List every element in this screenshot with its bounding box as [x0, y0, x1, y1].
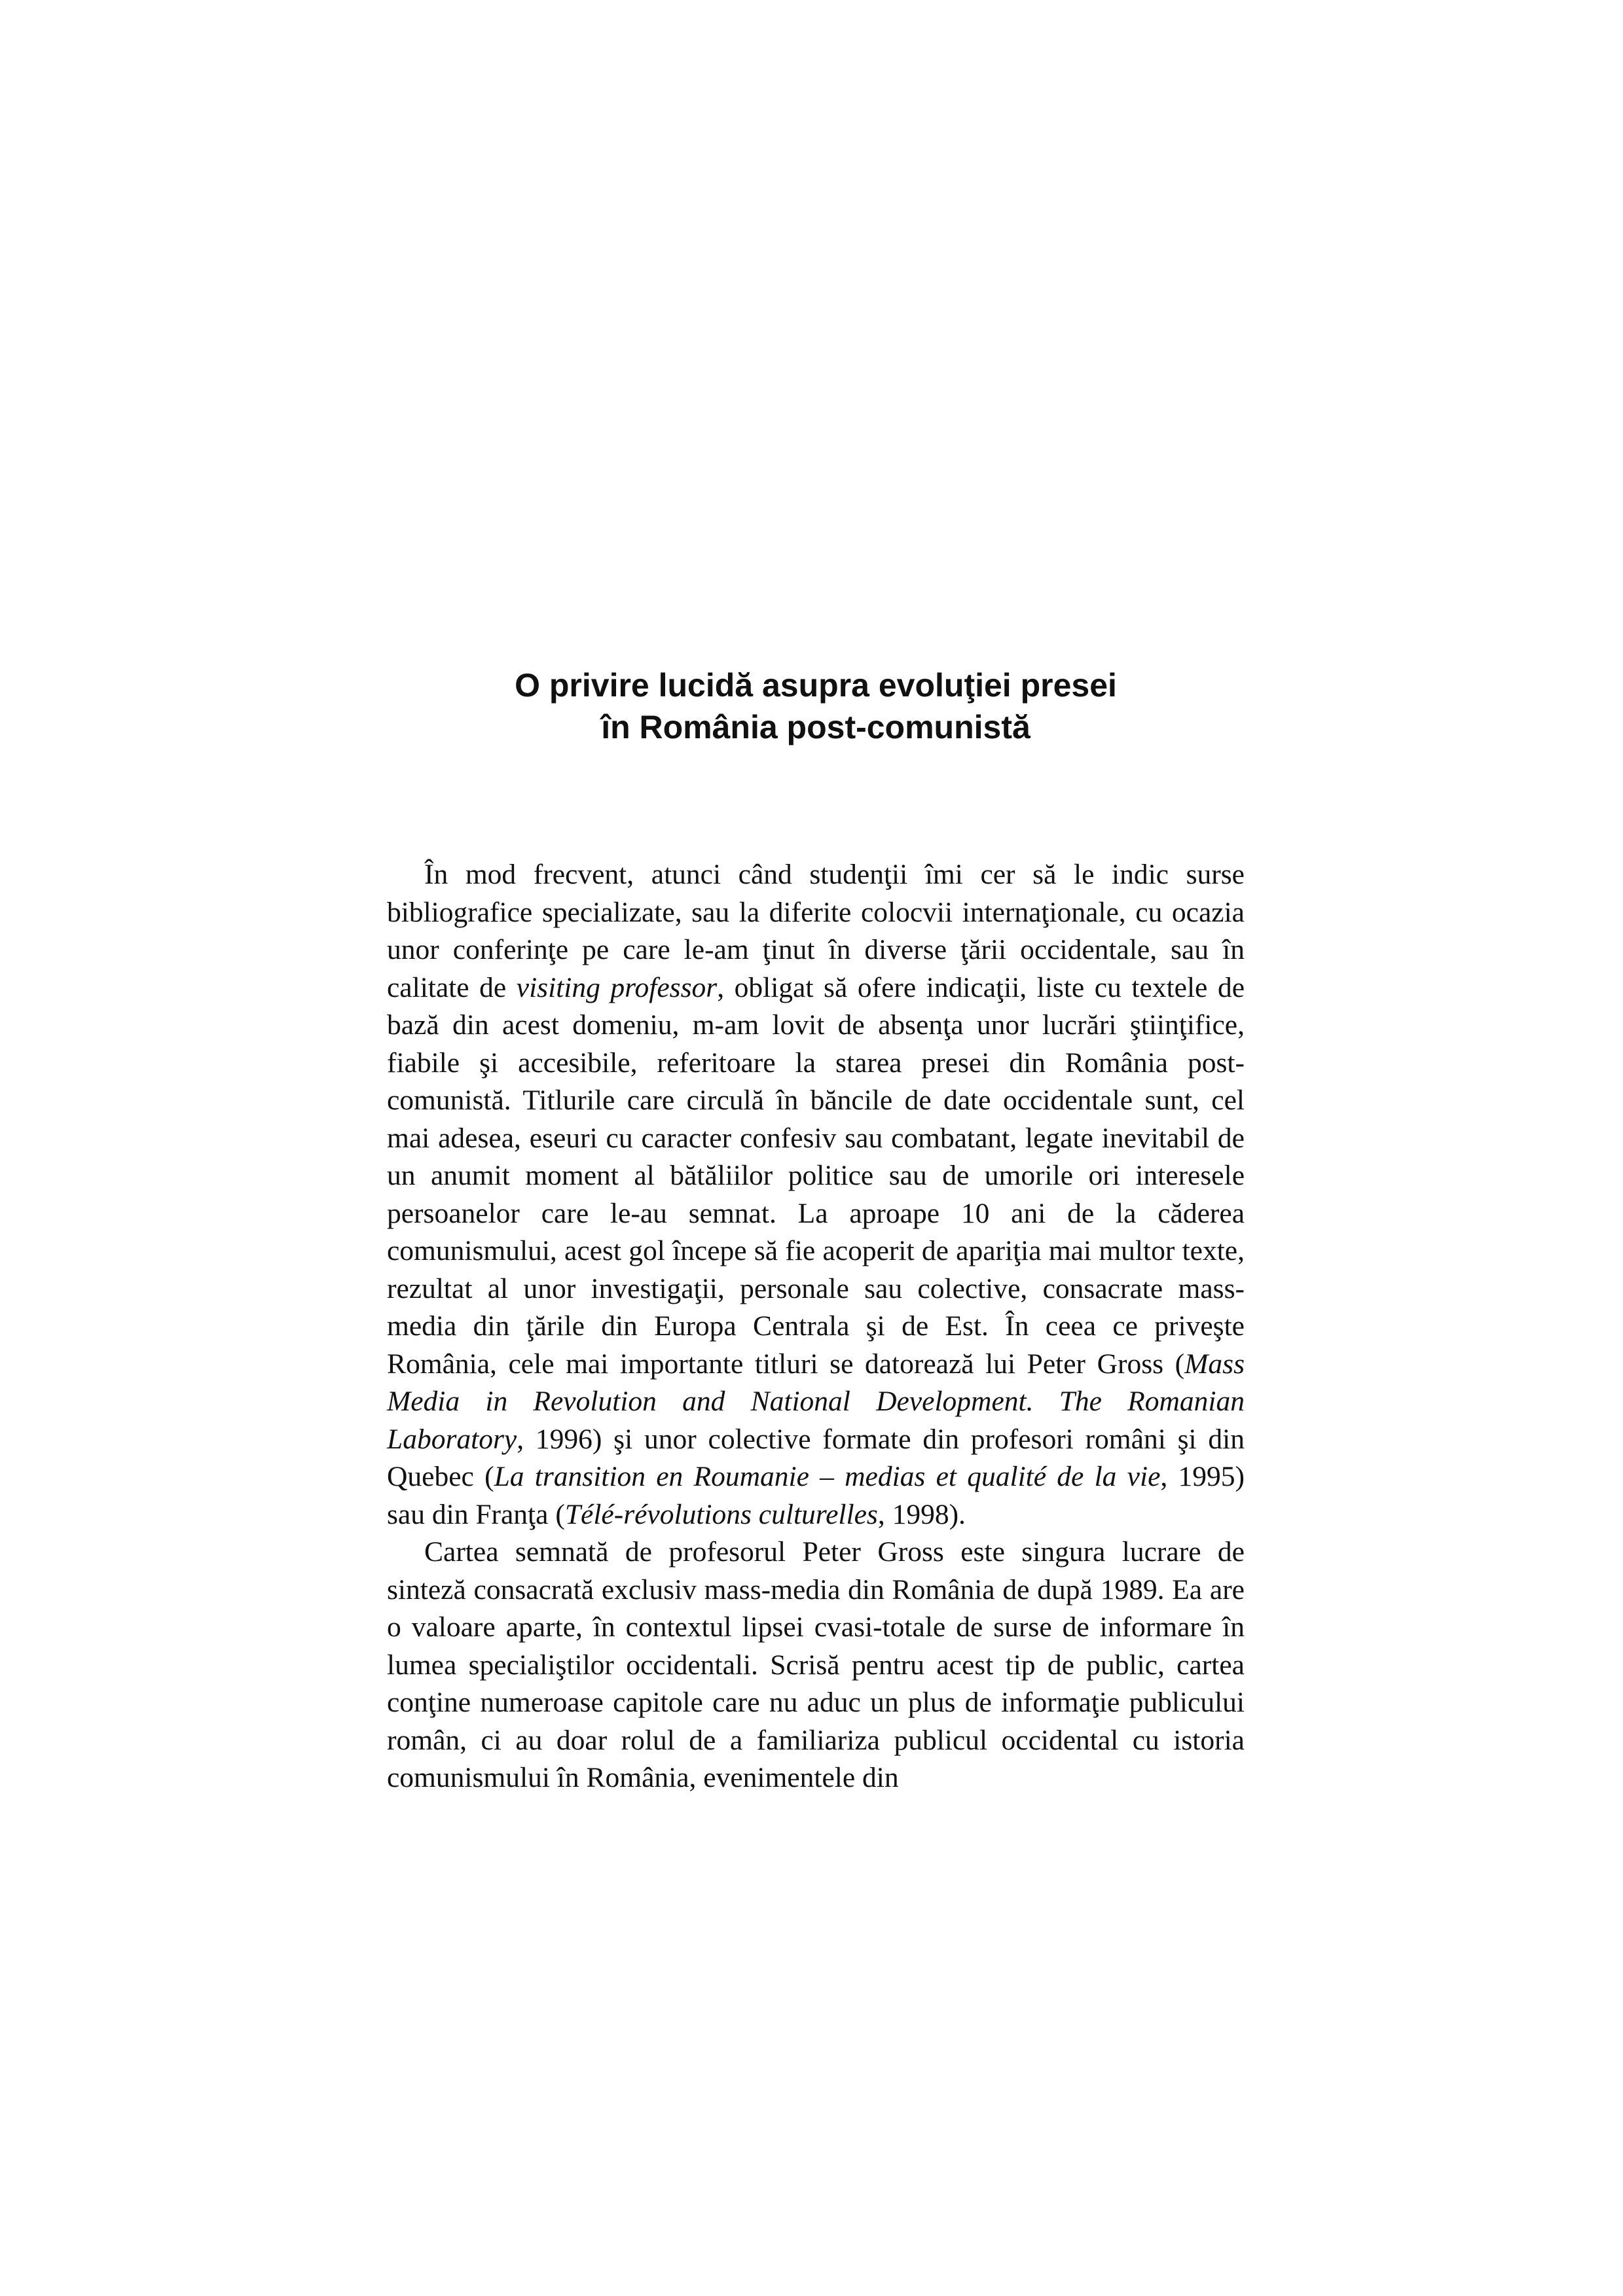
- paragraph-1-italic-book-title-quebec: La transition en Roumanie – medias et qualité de la vie: [494, 1461, 1161, 1492]
- paragraph-1-italic-visiting-professor: visiting professor: [516, 971, 718, 1003]
- article-title: [387, 664, 1245, 748]
- paragraph-1-text-2: , obligat să ofere indicaţii, liste cu textele de bază din acest domeniu, m-am lovit de absenţa unor lucrări ştiinţifice, fiabile şi accesibile, referitoare la starea presei din România post-comunistă. Titlurile care circulă în băncile de date occidentale sunt, cel mai adesea, eseuri cu caracter confesiv sau combatant, legate inevitabil de un anumit moment al bătăliilor politice sau de umorile ori interesele persoanelor care le-au semnat. La aproape 10 ani de la căderea comunismului, acest gol începe să fie acoperit de apariţia mai multor texte, rezultat al unor investigaţii, personale sau colective, consacrate mass-media din ţările din Europa Centrala şi de Est. În ceea ce priveşte România, cele mai importante titluri se datorează lui Peter Gross (: [387, 971, 1245, 1380]
- paragraph-1-italic-book-title-gross: Mass Media in Revolution and National Development. The Romanian Laboratory: [387, 1348, 1245, 1455]
- article-title-line-2: în România post-comunistă: [601, 709, 1030, 745]
- paragraph-1-text-5: , 1998).: [877, 1498, 966, 1530]
- paragraph-1: [387, 856, 1245, 1534]
- paragraph-1-text-3: , 1996) şi unor colective formate din profesori români şi din Quebec (: [387, 1423, 1245, 1492]
- paragraph-1-text-4: , 1995) sau din Franţa (: [387, 1461, 1245, 1530]
- paragraph-2: Cartea semnată de profesorul Peter Gross este singura lucrare de sinteză consacrată exclusiv mass-media din România de după 1989. Ea are o valoare aparte, în contextul lipsei cvasi-totale de surse de informare în lumea specialiştilor occidentali. Scrisă pentru acest tip de public, cartea conţine numeroase capitole care nu aduc un plus de informaţie publicului român, ci au doar rolul de a familiariza publicul occidental cu istoria comunismului în România, evenimentele din: [387, 1536, 1245, 1793]
- paragraph-1-italic-book-title-france: Télé-révolutions culturelles: [564, 1498, 878, 1530]
- article-title-line-1: O privire lucidă asupra evoluţiei presei: [515, 667, 1117, 704]
- article-body: [387, 856, 1245, 1797]
- paragraph-1-text-1: În mod frecvent, atunci când studenţii îmi cer să le indic surse bibliografice specializate, sau la diferite colocvii internaţionale, cu ocazia unor conferinţe pe care le-am ţinut în diverse ţării occidentale, sau în calitate de: [387, 859, 1245, 1003]
